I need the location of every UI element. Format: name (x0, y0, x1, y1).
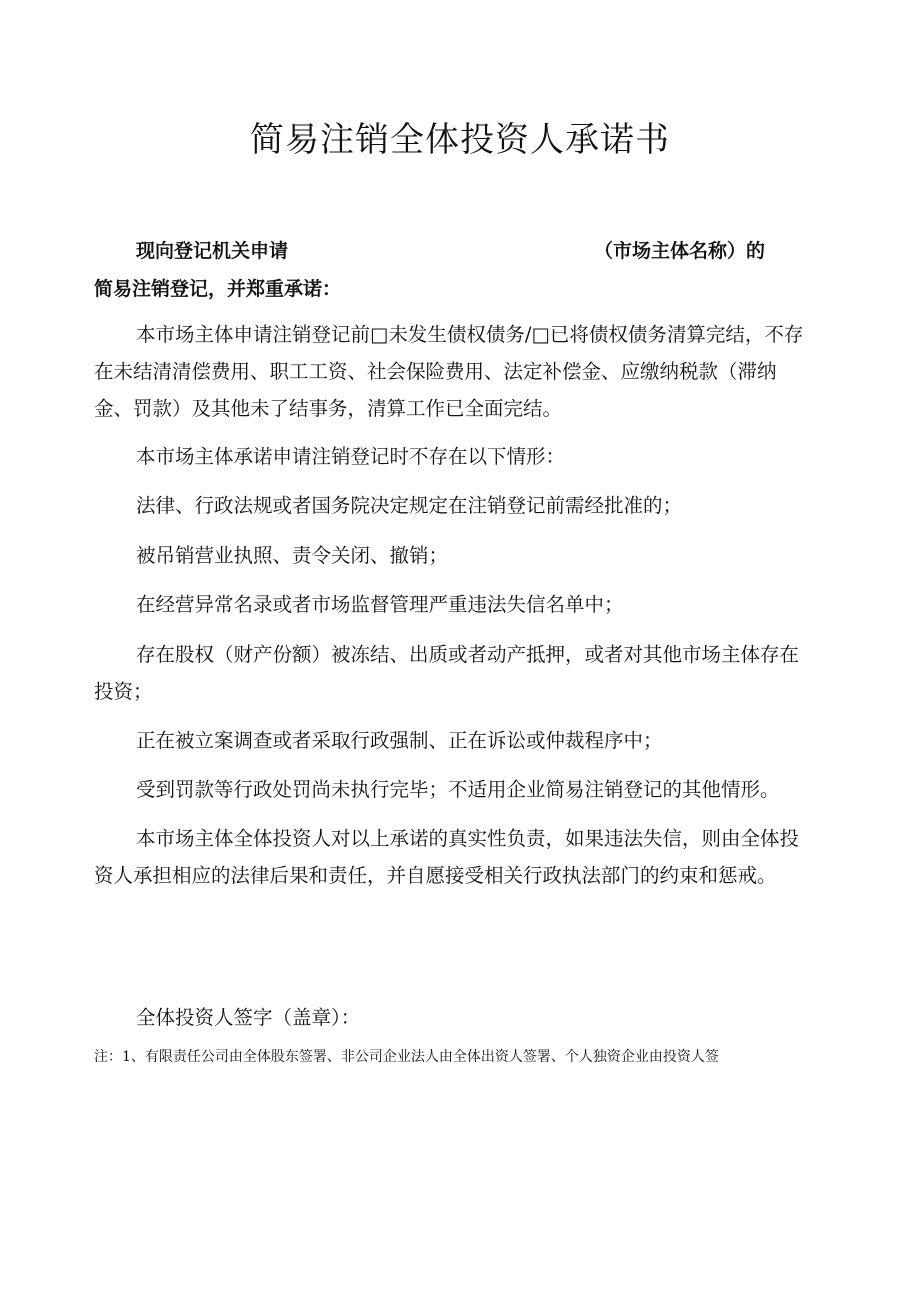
document-title: 简易注销全体投资人承诺书 (250, 120, 670, 160)
condition-item-investigation: 正在被立案调查或者采取行政强制、正在诉讼或仲裁程序中； (136, 729, 663, 752)
commitment-paragraph-debts: 本市场主体申请注销登记前□未发生债权债务/□已将债权债务清算完结，不存在未结清清偿费用、职工工资、社会保险费用、法定补偿金、应缴纳税款（滞纳金、罚款）及其他未了结事务，清算工作已全面完结。 (94, 323, 804, 420)
commitment-paragraph-responsibility: 本市场主体全体投资人对以上承诺的真实性负责，如果违法失信，则由全体投资人承担相应的法律后果和责任，并自愿接受相关行政执法部门的约束和惩戒。 (94, 827, 800, 887)
condition-item-equity-frozen: 存在股权（财产份额）被冻结、出质或者动产抵押，或者对其他市场主体存在投资； (94, 643, 800, 703)
entity-name-label: （市场主体名称）的 (594, 240, 766, 262)
signature-label: 全体投资人签字（盖章）： (136, 1006, 361, 1029)
condition-item-abnormal-list: 在经营异常名录或者市场监督管理严重违法失信名单中； (136, 593, 624, 616)
condition-item-approval: 法律、行政法规或者国务院决定规定在注销登记前需经批准的； (136, 494, 683, 517)
footnote: 注：1、有限责任公司由全体股东签署、非公司企业法人由全体出资人签署、个人独资企业由投资人签 (94, 1049, 719, 1065)
intro-line (136, 236, 776, 263)
condition-item-license-revoked: 被吊销营业执照、责令关闭、撤销； (136, 544, 449, 567)
commitment-paragraph-conditions: 本市场主体承诺申请注销登记时不存在以下情形： (136, 445, 566, 468)
intro-left-text: 现向登记机关申请 (136, 240, 289, 262)
intro-line-continued: 简易注销登记，并郑重承诺： (94, 278, 342, 300)
condition-item-penalty: 受到罚款等行政处罚尚未执行完毕；不适用企业简易注销登记的其他情形。 (136, 778, 780, 801)
